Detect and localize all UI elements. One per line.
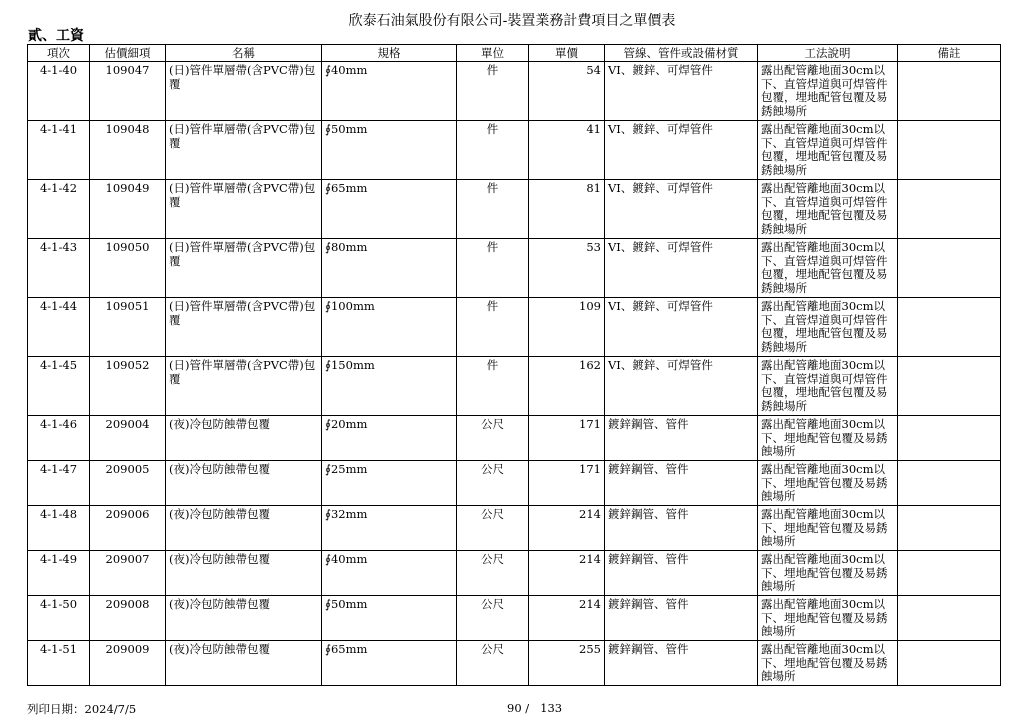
cell-note	[898, 62, 1001, 121]
cell-material: 鍍鋅鋼管、管件	[605, 551, 758, 596]
cell-price: 109	[529, 298, 605, 357]
document-title: 欣泰石油氣股份有限公司-裝置業務計費項目之單價表	[348, 13, 676, 29]
table-header-row	[28, 45, 1001, 62]
cell-spec: ∮50mm	[322, 121, 457, 180]
cell-unit: 件	[457, 121, 529, 180]
cell-spec: ∮80mm	[322, 239, 457, 298]
cell-unit: 公尺	[457, 461, 529, 506]
cell-method: 露出配管離地面30cm以下、直管焊道與可焊管件包覆，埋地配管包覆及易銹蝕場所	[758, 62, 898, 121]
cell-item: 4-1-46	[28, 416, 90, 461]
price-table	[27, 44, 1001, 686]
table-row	[28, 298, 1001, 357]
cell-spec: ∮25mm	[322, 461, 457, 506]
cell-item: 4-1-47	[28, 461, 90, 506]
cell-unit: 件	[457, 62, 529, 121]
table-row	[28, 239, 1001, 298]
cell-method: 露出配管離地面30cm以下、直管焊道與可焊管件包覆，埋地配管包覆及易銹蝕場所	[758, 180, 898, 239]
table-row	[28, 596, 1001, 641]
cell-name: (日)管件單層帶(含PVC帶)包覆	[166, 298, 322, 357]
cell-note	[898, 596, 1001, 641]
cell-spec: ∮40mm	[322, 62, 457, 121]
cell-material: 鍍鋅鋼管、管件	[605, 596, 758, 641]
table-row	[28, 180, 1001, 239]
cell-price: 81	[529, 180, 605, 239]
cell-item: 4-1-45	[28, 357, 90, 416]
cell-method: 露出配管離地面30cm以下、埋地配管包覆及易銹蝕場所	[758, 506, 898, 551]
cell-note	[898, 357, 1001, 416]
cell-note	[898, 121, 1001, 180]
print-date: 列印日期：2024/7/5	[27, 702, 137, 716]
cell-unit: 公尺	[457, 551, 529, 596]
cell-material: VI、鍍鋅、可焊管件	[605, 180, 758, 239]
header-material: 管線、管件或設備材質	[605, 45, 758, 62]
header-spec: 規格	[322, 45, 457, 62]
cell-method: 露出配管離地面30cm以下、埋地配管包覆及易銹蝕場所	[758, 416, 898, 461]
cell-method: 露出配管離地面30cm以下、埋地配管包覆及易銹蝕場所	[758, 641, 898, 686]
table-row	[28, 506, 1001, 551]
cell-unit: 件	[457, 239, 529, 298]
cell-name: (日)管件單層帶(含PVC帶)包覆	[166, 62, 322, 121]
cell-method: 露出配管離地面30cm以下、直管焊道與可焊管件包覆，埋地配管包覆及易銹蝕場所	[758, 121, 898, 180]
header-item: 項次	[28, 45, 90, 62]
cell-code: 209007	[90, 551, 166, 596]
cell-item: 4-1-41	[28, 121, 90, 180]
cell-method: 露出配管離地面30cm以下、直管焊道與可焊管件包覆，埋地配管包覆及易銹蝕場所	[758, 239, 898, 298]
table-row	[28, 62, 1001, 121]
cell-note	[898, 551, 1001, 596]
cell-note	[898, 298, 1001, 357]
cell-method: 露出配管離地面30cm以下、埋地配管包覆及易銹蝕場所	[758, 551, 898, 596]
cell-price: 54	[529, 62, 605, 121]
cell-method: 露出配管離地面30cm以下、直管焊道與可焊管件包覆，埋地配管包覆及易銹蝕場所	[758, 357, 898, 416]
cell-price: 255	[529, 641, 605, 686]
cell-spec: ∮32mm	[322, 506, 457, 551]
cell-price: 214	[529, 551, 605, 596]
cell-name: (日)管件單層帶(含PVC帶)包覆	[166, 180, 322, 239]
header-method: 工法說明	[758, 45, 898, 62]
cell-code: 109051	[90, 298, 166, 357]
cell-material: VI、鍍鋅、可焊管件	[605, 357, 758, 416]
cell-price: 41	[529, 121, 605, 180]
cell-name: (夜)冷包防蝕帶包覆	[166, 641, 322, 686]
cell-code: 109050	[90, 239, 166, 298]
cell-name: (夜)冷包防蝕帶包覆	[166, 596, 322, 641]
cell-item: 4-1-50	[28, 596, 90, 641]
cell-code: 209004	[90, 416, 166, 461]
cell-method: 露出配管離地面30cm以下、直管焊道與可焊管件包覆，埋地配管包覆及易銹蝕場所	[758, 298, 898, 357]
cell-code: 109049	[90, 180, 166, 239]
cell-spec: ∮50mm	[322, 596, 457, 641]
cell-material: 鍍鋅鋼管、管件	[605, 641, 758, 686]
table-row	[28, 121, 1001, 180]
cell-unit: 件	[457, 180, 529, 239]
cell-name: (日)管件單層帶(含PVC帶)包覆	[166, 239, 322, 298]
cell-code: 209005	[90, 461, 166, 506]
cell-name: (夜)冷包防蝕帶包覆	[166, 416, 322, 461]
cell-price: 171	[529, 461, 605, 506]
table-row	[28, 416, 1001, 461]
cell-note	[898, 641, 1001, 686]
cell-spec: ∮65mm	[322, 641, 457, 686]
cell-item: 4-1-40	[28, 62, 90, 121]
cell-unit: 公尺	[457, 416, 529, 461]
cell-method: 露出配管離地面30cm以下、埋地配管包覆及易銹蝕場所	[758, 461, 898, 506]
cell-spec: ∮100mm	[322, 298, 457, 357]
cell-note	[898, 239, 1001, 298]
cell-item: 4-1-42	[28, 180, 90, 239]
cell-code: 209008	[90, 596, 166, 641]
cell-price: 171	[529, 416, 605, 461]
page-number: 90 / 133	[507, 701, 563, 715]
cell-spec: ∮20mm	[322, 416, 457, 461]
cell-method: 露出配管離地面30cm以下、埋地配管包覆及易銹蝕場所	[758, 596, 898, 641]
table-row	[28, 357, 1001, 416]
cell-name: (夜)冷包防蝕帶包覆	[166, 551, 322, 596]
cell-note	[898, 461, 1001, 506]
cell-note	[898, 180, 1001, 239]
cell-unit: 公尺	[457, 641, 529, 686]
cell-code: 209006	[90, 506, 166, 551]
cell-note	[898, 416, 1001, 461]
header-name: 名稱	[166, 45, 322, 62]
cell-price: 214	[529, 596, 605, 641]
cell-item: 4-1-43	[28, 239, 90, 298]
cell-material: 鍍鋅鋼管、管件	[605, 461, 758, 506]
header-code: 估價細項	[90, 45, 166, 62]
section-heading: 貳、工資	[28, 28, 84, 44]
cell-name: (日)管件單層帶(含PVC帶)包覆	[166, 121, 322, 180]
cell-price: 214	[529, 506, 605, 551]
cell-spec: ∮40mm	[322, 551, 457, 596]
header-unit: 單位	[457, 45, 529, 62]
cell-item: 4-1-48	[28, 506, 90, 551]
cell-name: (夜)冷包防蝕帶包覆	[166, 461, 322, 506]
cell-name: (日)管件單層帶(含PVC帶)包覆	[166, 357, 322, 416]
cell-unit: 件	[457, 357, 529, 416]
cell-material: VI、鍍鋅、可焊管件	[605, 239, 758, 298]
cell-material: 鍍鋅鋼管、管件	[605, 416, 758, 461]
cell-code: 109047	[90, 62, 166, 121]
cell-name: (夜)冷包防蝕帶包覆	[166, 506, 322, 551]
cell-price: 162	[529, 357, 605, 416]
header-price: 單價	[529, 45, 605, 62]
table-row	[28, 461, 1001, 506]
cell-material: VI、鍍鋅、可焊管件	[605, 298, 758, 357]
cell-unit: 公尺	[457, 506, 529, 551]
cell-note	[898, 506, 1001, 551]
cell-code: 109048	[90, 121, 166, 180]
cell-unit: 公尺	[457, 596, 529, 641]
cell-item: 4-1-51	[28, 641, 90, 686]
table-row	[28, 641, 1001, 686]
cell-spec: ∮150mm	[322, 357, 457, 416]
cell-price: 53	[529, 239, 605, 298]
cell-code: 109052	[90, 357, 166, 416]
cell-item: 4-1-49	[28, 551, 90, 596]
cell-item: 4-1-44	[28, 298, 90, 357]
cell-material: VI、鍍鋅、可焊管件	[605, 121, 758, 180]
header-note: 備註	[898, 45, 1001, 62]
cell-spec: ∮65mm	[322, 180, 457, 239]
cell-code: 209009	[90, 641, 166, 686]
cell-unit: 件	[457, 298, 529, 357]
table-row	[28, 551, 1001, 596]
cell-material: VI、鍍鋅、可焊管件	[605, 62, 758, 121]
cell-material: 鍍鋅鋼管、管件	[605, 506, 758, 551]
